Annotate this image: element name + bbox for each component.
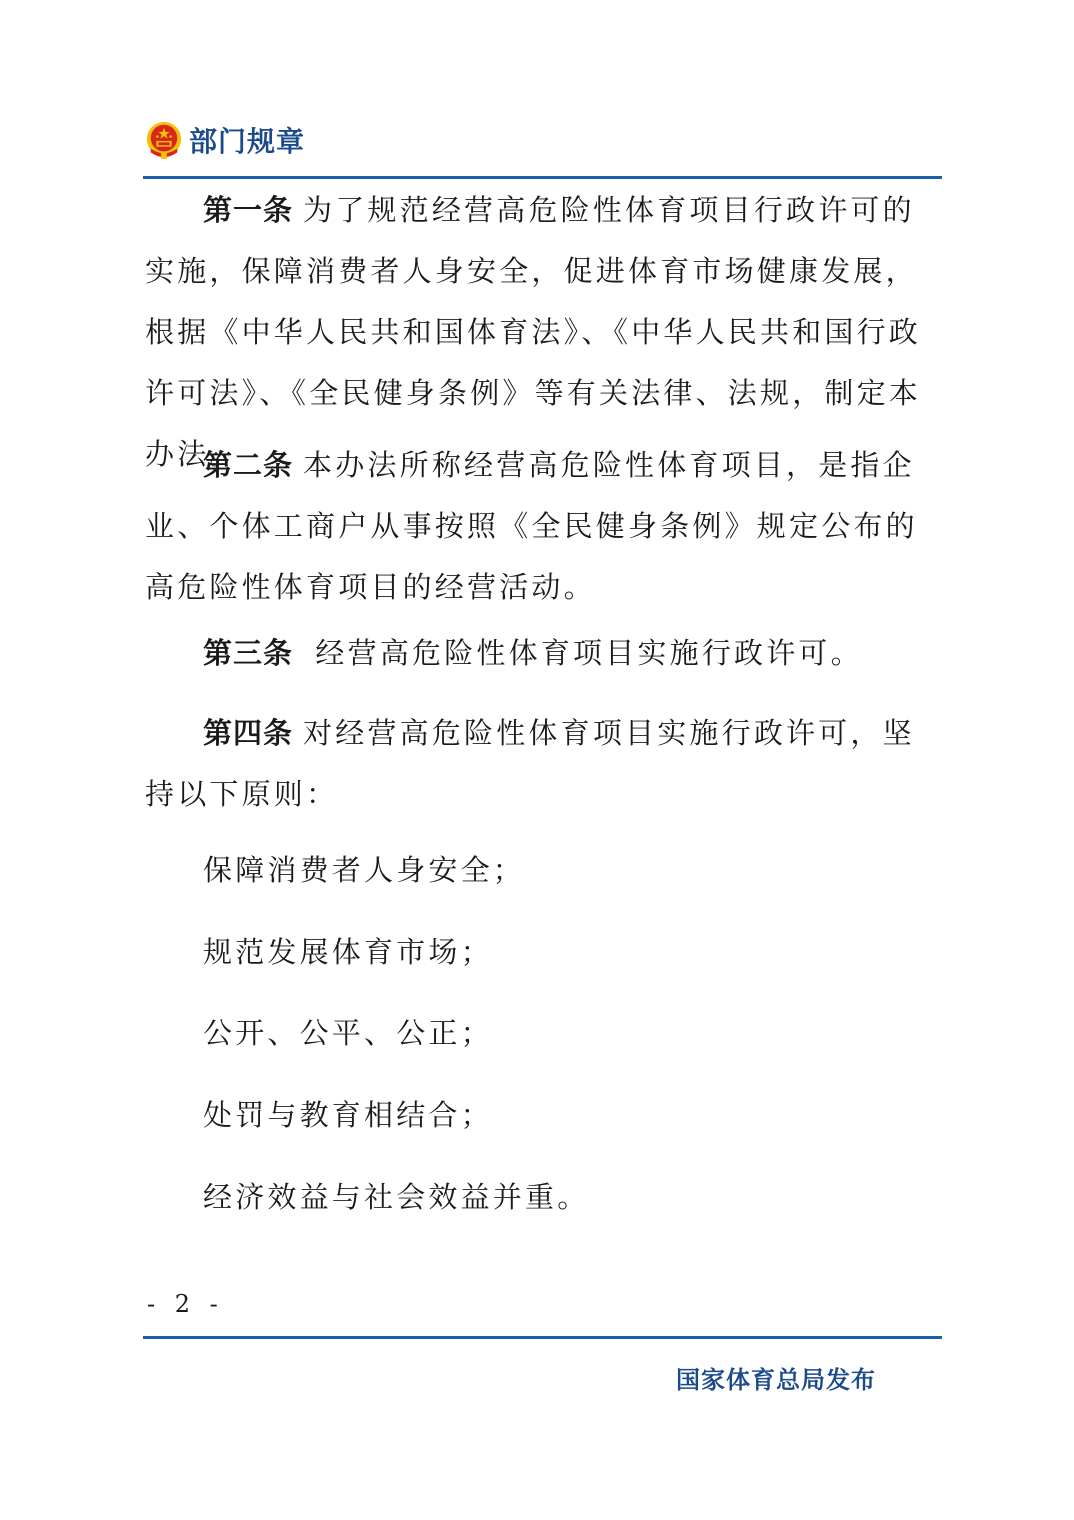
- page-header: [145, 112, 305, 168]
- article-text: 为了规范经营高危险性体育项目行政许可的实施，保障消费者人身安全，促进体育市场健康发展，根据《中华人民共和国体育法》、《中华人民共和国行政许可法》、《全民健身条例》等有关法律、法规，制定本办法。: [145, 193, 922, 471]
- header-title: 部门规章: [189, 125, 306, 158]
- article-text: 本办法所称经营高危险性体育项目，是指企业、个体工商户从事按照《全民健身条例》规定公布的高危险性体育项目的经营活动。: [145, 448, 918, 604]
- article-label: 第一条: [203, 193, 294, 227]
- principle-item: 经济效益与社会效益并重。: [203, 1180, 590, 1214]
- national-emblem-icon: [145, 120, 183, 160]
- article-text: 经营高危险性体育项目实施行政许可。: [303, 636, 863, 670]
- principle-item: 公开、公平、公正；: [203, 1016, 493, 1050]
- header-divider: [143, 176, 942, 179]
- article-label: 第四条: [203, 716, 294, 750]
- article-label: 第二条: [203, 448, 294, 482]
- footer-publisher: 国家体育总局发布: [676, 1366, 876, 1394]
- article-text: 对经营高危险性体育项目实施行政许可，坚持以下原则：: [145, 716, 915, 811]
- article-3: [145, 623, 945, 684]
- article-label: 第三条: [203, 636, 294, 670]
- article-4: [145, 703, 945, 825]
- page-number: - 2 -: [147, 1290, 224, 1318]
- principle-item: 保障消费者人身安全；: [203, 853, 526, 887]
- article-2: [145, 435, 945, 618]
- footer-divider: [143, 1336, 942, 1339]
- principle-item: 处罚与教育相结合；: [203, 1098, 493, 1132]
- principle-item: 规范发展体育市场；: [203, 935, 493, 969]
